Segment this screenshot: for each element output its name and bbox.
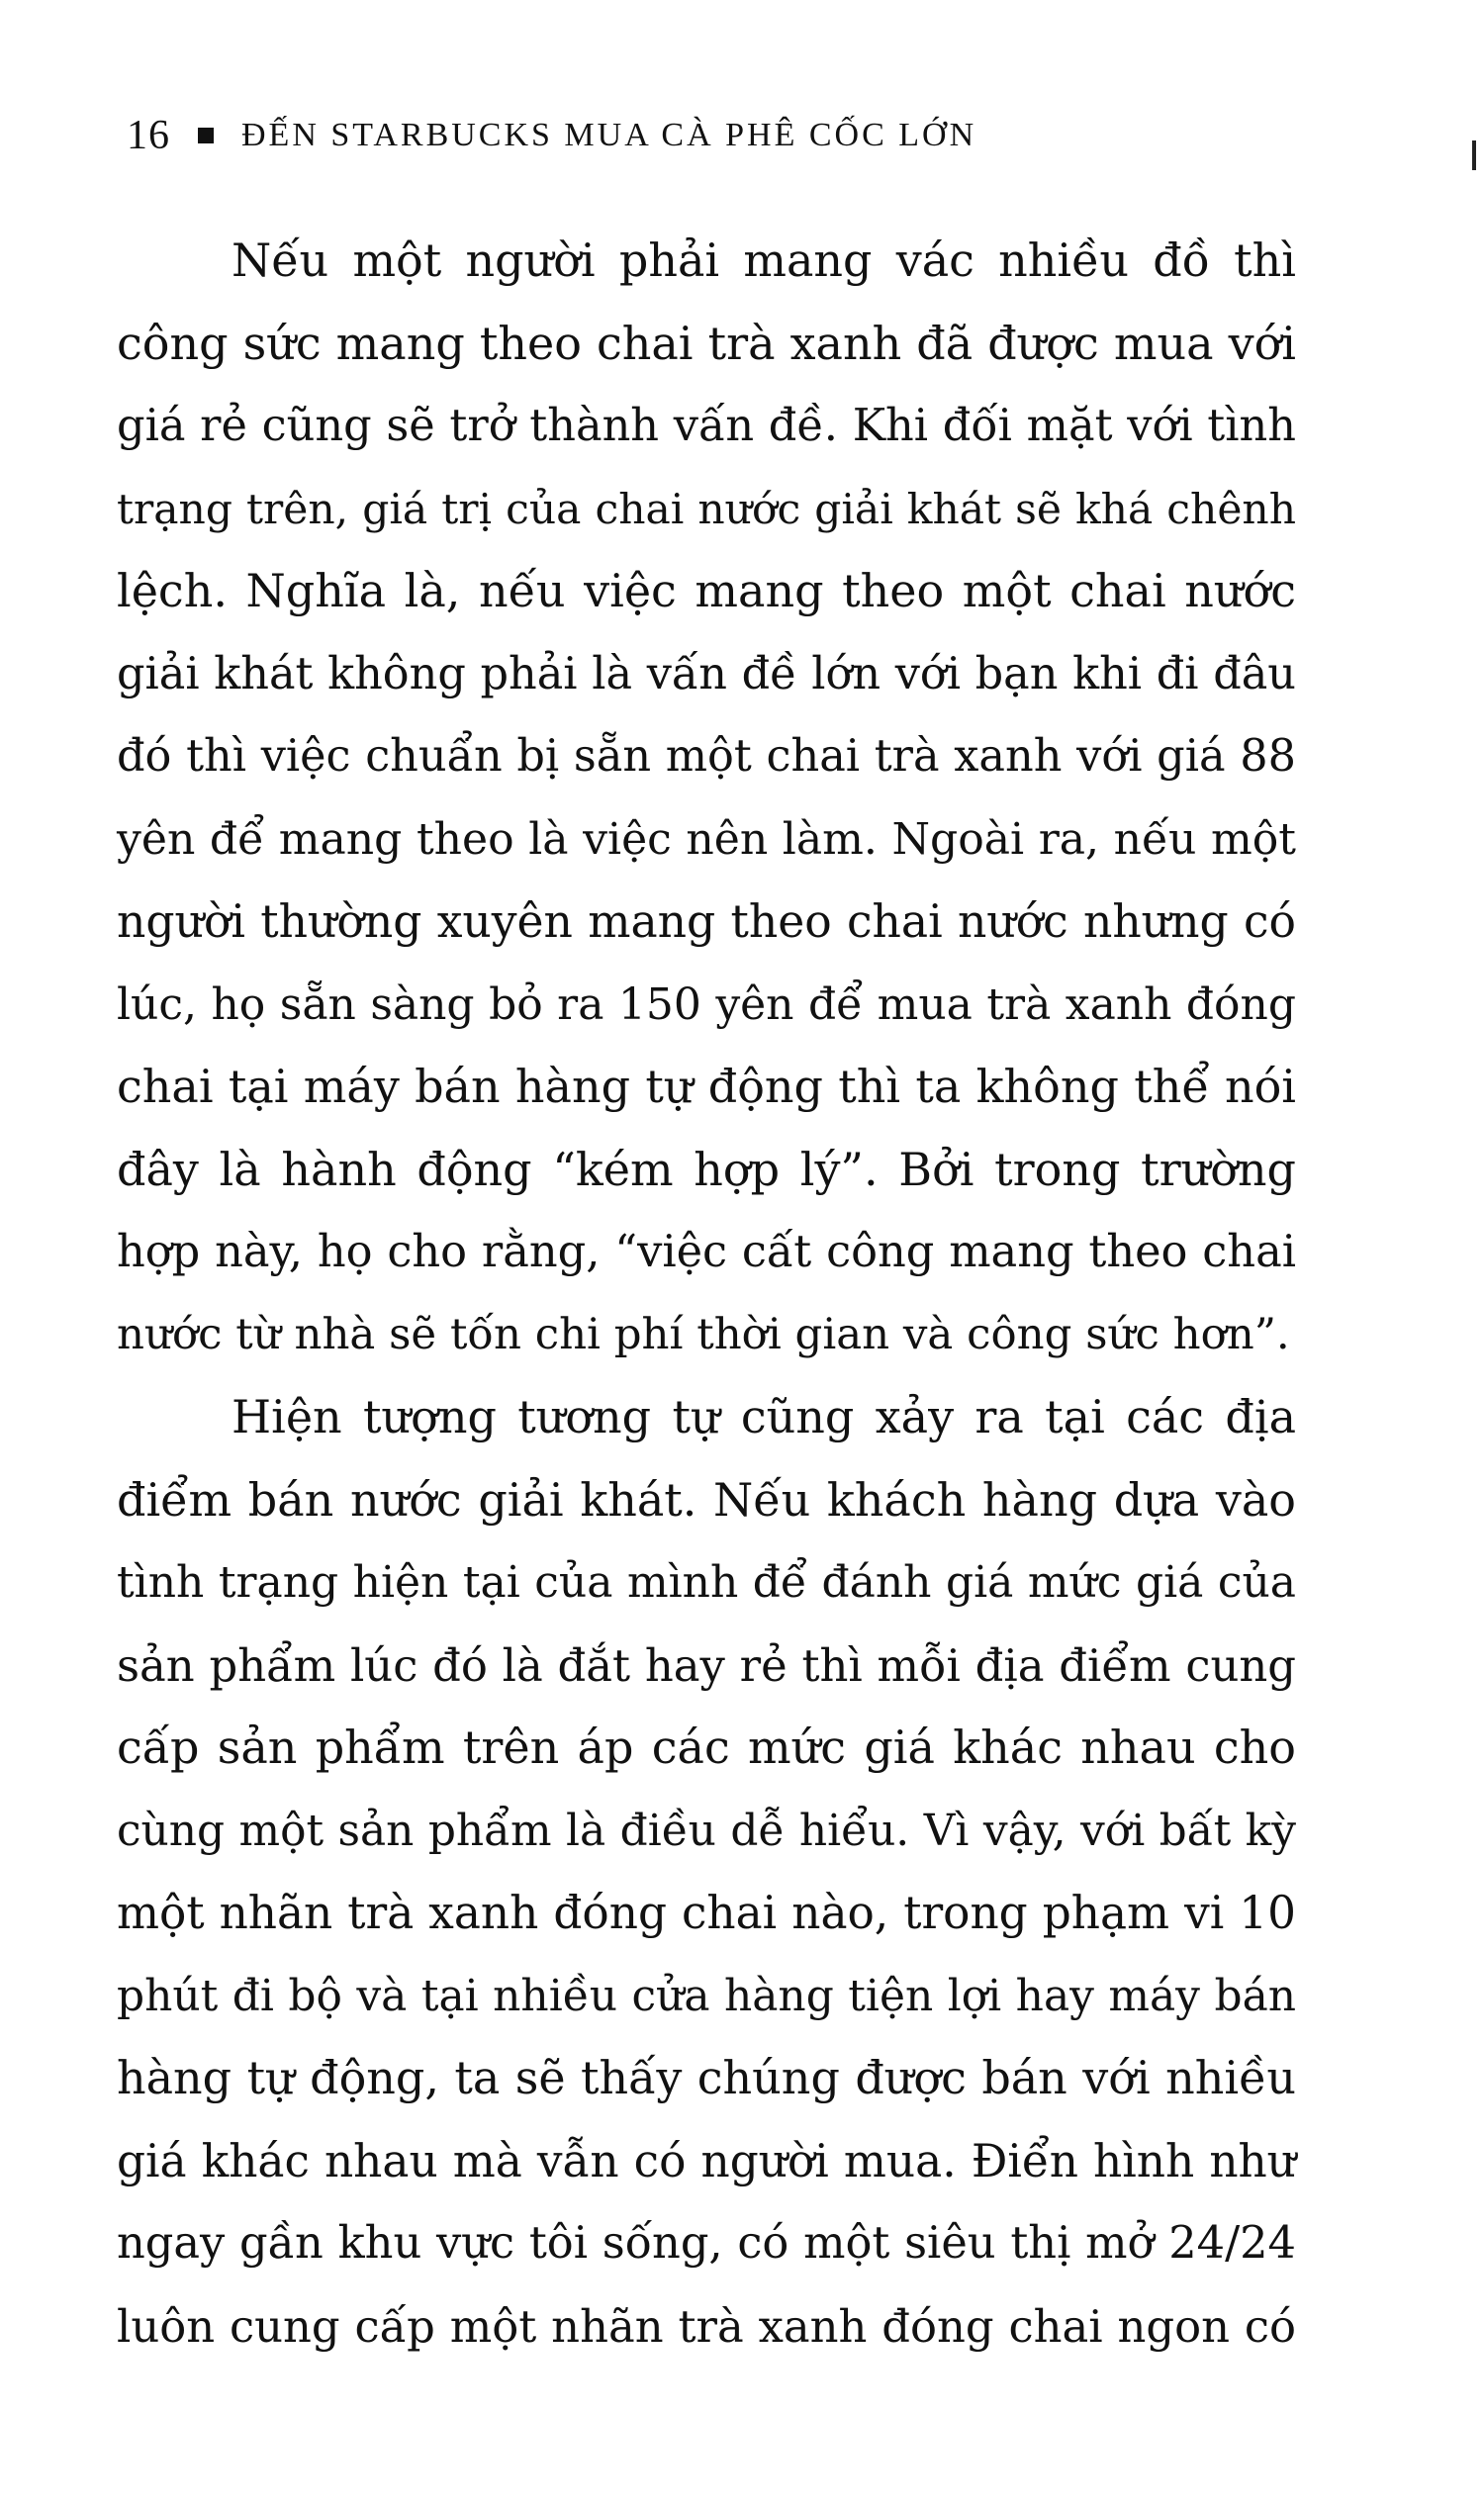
book-title: ĐẾN STARBUCKS MUA CÀ PHÊ CỐC LỚN: [241, 117, 977, 153]
text-line: cùng một sản phẩm là điều dễ hiểu. Vì vậy, với bất kỳ: [117, 1805, 1296, 1856]
text-line: đây là hành động “kém hợp lý”. Bởi trong trường: [117, 1142, 1296, 1196]
text-line: Nếu một người phải mang vác nhiều đồ thì: [232, 233, 1296, 287]
text-line: ngay gần khu vực tôi sống, có một siêu thị mở 24/24: [117, 2217, 1296, 2269]
text-line: đó thì việc chuẩn bị sẵn một chai trà xanh với giá 88: [117, 730, 1296, 782]
page-edge-mark: [1472, 140, 1476, 170]
text-line: tình trạng hiện tại của mình để đánh giá mức giá của: [117, 1557, 1296, 1608]
text-line: giá khác nhau mà vẫn có người mua. Điển hình như: [117, 2134, 1296, 2187]
text-line: lệch. Nghĩa là, nếu việc mang theo một chai nước: [117, 564, 1296, 617]
text-line: trạng trên, giá trị của chai nước giải khát sẽ khá chênh: [117, 484, 1296, 533]
text-line: phút đi bộ và tại nhiều cửa hàng tiện lợi hay máy bán: [117, 1970, 1296, 2021]
text-line: nước từ nhà sẽ tốn chi phí thời gian và công sức hơn”.: [117, 1309, 1290, 1359]
page-number: 16: [127, 113, 170, 158]
header-separator-square-icon: [198, 128, 214, 143]
text-line: hợp này, họ cho rằng, “việc cất công mang theo chai: [117, 1226, 1296, 1277]
body-text: [117, 220, 1296, 2368]
text-line: chai tại máy bán hàng tự động thì ta không thể nói: [117, 1060, 1296, 1113]
text-line: hàng tự động, ta sẽ thấy chúng được bán với nhiều: [117, 2051, 1296, 2104]
text-line: yên để mang theo là việc nên làm. Ngoài ra, nếu một: [117, 813, 1296, 865]
text-line: giải khát không phải là vấn đề lớn với bạn khi đi đâu: [117, 647, 1296, 699]
text-line: cấp sản phẩm trên áp các mức giá khác nhau cho: [117, 1720, 1296, 1774]
text-line: một nhãn trà xanh đóng chai nào, trong phạm vi 10: [117, 1887, 1296, 1939]
paragraph-2: [117, 1376, 1296, 2368]
text-line: giá rẻ cũng sẽ trở thành vấn đề. Khi đối mặt với tình: [117, 400, 1296, 451]
text-line: người thường xuyên mang theo chai nước nhưng có: [117, 895, 1296, 948]
text-line: công sức mang theo chai trà xanh đã được mua với: [117, 316, 1296, 370]
running-header: [127, 111, 976, 160]
text-line: Hiện tượng tương tự cũng xảy ra tại các địa: [232, 1390, 1296, 1443]
text-line: luôn cung cấp một nhãn trà xanh đóng chai ngon có: [117, 2299, 1296, 2353]
paragraph-1: [117, 220, 1296, 1376]
text-line: điểm bán nước giải khát. Nếu khách hàng dựa vào: [117, 1472, 1296, 1527]
text-line: sản phẩm lúc đó là đắt hay rẻ thì mỗi địa điểm cung: [117, 1638, 1296, 1692]
text-line: lúc, họ sẵn sàng bỏ ra 150 yên để mua trà xanh đóng: [117, 978, 1296, 1030]
